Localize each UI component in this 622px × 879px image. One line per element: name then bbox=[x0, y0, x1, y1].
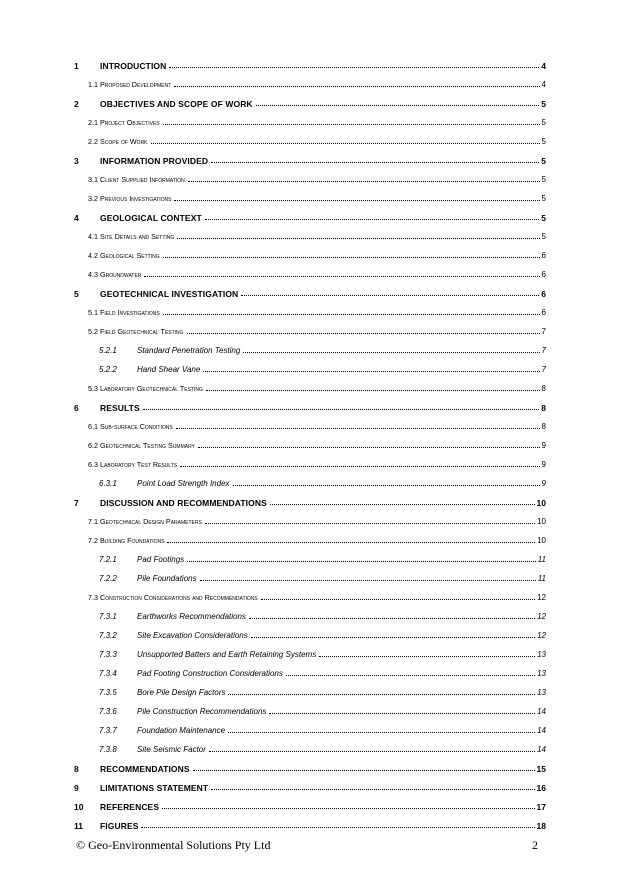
toc-entry-page: 5 bbox=[541, 212, 546, 223]
toc-entry-title: Field Investigations bbox=[100, 308, 160, 317]
toc-entry-number: 5.1 bbox=[88, 308, 98, 317]
toc-entry[interactable] bbox=[74, 645, 546, 664]
toc-entry-page: 14 bbox=[537, 745, 546, 754]
toc-entry-number: 7.3.1 bbox=[99, 612, 117, 621]
toc-entry-number: 6 bbox=[74, 402, 79, 413]
toc-entry-number: 5.2 bbox=[88, 327, 98, 336]
toc-entry-title: Standard Penetration Testing bbox=[137, 346, 241, 355]
toc-entry-title: Hand Shear Vane bbox=[137, 365, 201, 374]
toc-entry-number: 3.1 bbox=[88, 175, 98, 184]
toc-dot-leader bbox=[198, 447, 540, 448]
toc-entry-page: 11 bbox=[537, 555, 546, 564]
toc-entry-title: Geotechnical Design Parameters bbox=[100, 517, 202, 526]
toc-entry[interactable] bbox=[74, 626, 546, 645]
toc-entry-number: 2.2 bbox=[88, 137, 98, 146]
toc-entry-number: 6.3 bbox=[88, 460, 98, 469]
toc-entry-title: REFERENCES bbox=[100, 801, 160, 812]
toc-entry[interactable] bbox=[74, 455, 546, 474]
toc-entry-page: 17 bbox=[536, 801, 546, 812]
toc-entry-number: 4.3 bbox=[88, 270, 98, 279]
toc-entry-page: 5 bbox=[541, 175, 546, 184]
toc-dot-leader bbox=[251, 637, 535, 638]
toc-entry-page: 9 bbox=[541, 441, 546, 450]
toc-entry-title: FIGURES bbox=[100, 820, 139, 831]
toc-dot-leader bbox=[241, 295, 539, 296]
toc-entry-page: 5 bbox=[541, 98, 546, 109]
toc-dot-leader bbox=[203, 371, 539, 372]
toc-entry-page: 4 bbox=[541, 80, 546, 89]
toc-entry[interactable] bbox=[74, 303, 546, 322]
toc-entry-title: Groundwater bbox=[100, 270, 142, 279]
toc-entry-title: Laboratory Test Results bbox=[100, 460, 178, 469]
toc-entry-page: 10 bbox=[536, 497, 546, 508]
toc-entry-title: OBJECTIVES AND SCOPE OF WORK bbox=[100, 98, 253, 109]
toc-dot-leader bbox=[243, 352, 539, 353]
toc-entry[interactable] bbox=[74, 721, 546, 740]
toc-dot-leader bbox=[205, 219, 540, 220]
toc-dot-leader bbox=[188, 181, 540, 182]
toc-dot-leader bbox=[187, 561, 536, 562]
toc-entry[interactable] bbox=[74, 569, 546, 588]
toc-entry-page: 10 bbox=[537, 517, 546, 526]
toc-entry-title: Project Objectives bbox=[100, 118, 160, 127]
toc-entry-number: 1.1 bbox=[88, 80, 98, 89]
toc-dot-leader bbox=[163, 124, 540, 125]
toc-entry[interactable] bbox=[74, 360, 546, 379]
toc-entry-title: Previous Investigations bbox=[100, 194, 172, 203]
toc-entry-title: Site Details and Setting bbox=[100, 232, 175, 241]
toc-entry-title: DISCUSSION AND RECOMMENDATIONS bbox=[100, 497, 267, 508]
toc-entry-page: 10 bbox=[537, 536, 546, 545]
toc-entry-number: 7.3.2 bbox=[99, 631, 117, 640]
toc-entry-number: 3.2 bbox=[88, 194, 98, 203]
toc-entry[interactable] bbox=[74, 474, 546, 493]
toc-entry-title: Point Load Strength Index bbox=[137, 479, 230, 488]
toc-entry-page: 8 bbox=[541, 384, 546, 393]
toc-entry[interactable] bbox=[74, 284, 546, 303]
toc-entry-page: 13 bbox=[537, 688, 546, 697]
toc-entry-title: Pile Foundations bbox=[137, 574, 197, 583]
page-footer bbox=[76, 838, 538, 854]
toc-entry-number: 7.3.3 bbox=[99, 650, 117, 659]
toc-entry-title: Pad Footings bbox=[137, 555, 185, 564]
toc-entry-number: 7.3 bbox=[88, 593, 98, 602]
toc-entry[interactable] bbox=[74, 512, 546, 531]
toc-dot-leader bbox=[319, 656, 535, 657]
toc-dot-leader bbox=[174, 86, 539, 87]
toc-entry[interactable] bbox=[74, 550, 546, 569]
toc-entry-title: Site Excavation Considerations bbox=[137, 631, 248, 640]
toc-dot-leader bbox=[211, 162, 539, 163]
toc-entry-title: GEOTECHNICAL INVESTIGATION bbox=[100, 288, 239, 299]
toc-entry-page: 16 bbox=[536, 782, 546, 793]
toc-entry-title: Pad Footing Construction Considerations bbox=[137, 669, 283, 678]
toc-entry[interactable] bbox=[74, 664, 546, 683]
toc-entry[interactable] bbox=[74, 816, 546, 835]
toc-entry[interactable] bbox=[74, 341, 546, 360]
toc-entry-number: 2.1 bbox=[88, 118, 98, 127]
toc-dot-leader bbox=[269, 713, 535, 714]
toc-entry-page: 6 bbox=[541, 270, 546, 279]
toc-entry-title: Unsupported Batters and Earth Retaining Systems bbox=[137, 650, 317, 659]
toc-entry[interactable] bbox=[74, 797, 546, 816]
toc-entry[interactable] bbox=[74, 151, 546, 170]
toc-dot-leader bbox=[209, 751, 535, 752]
toc-entry[interactable] bbox=[74, 75, 546, 94]
toc-entry-number: 7.3.4 bbox=[99, 669, 117, 678]
toc-entry[interactable] bbox=[74, 265, 546, 284]
toc-entry-number: 6.2 bbox=[88, 441, 98, 450]
toc-entry-title: INFORMATION PROVIDED bbox=[100, 155, 209, 166]
toc-entry-title: Bore Pile Design Factors bbox=[137, 688, 226, 697]
toc-dot-leader bbox=[180, 466, 539, 467]
toc-entry[interactable] bbox=[74, 246, 546, 265]
toc-entry-number: 8 bbox=[74, 763, 79, 774]
toc-entry[interactable] bbox=[74, 189, 546, 208]
toc-entry-number: 9 bbox=[74, 782, 79, 793]
toc-entry-number: 7.3.6 bbox=[99, 707, 117, 716]
toc-entry[interactable] bbox=[74, 778, 546, 797]
toc-entry-number: 5.3 bbox=[88, 384, 98, 393]
toc-entry-page: 8 bbox=[541, 402, 546, 413]
toc-entry-number: 7.2 bbox=[88, 536, 98, 545]
toc-dot-leader bbox=[256, 105, 540, 106]
toc-entry-number: 7.2.2 bbox=[99, 574, 117, 583]
toc-entry-number: 5.2.2 bbox=[99, 365, 117, 374]
toc-entry-page: 5 bbox=[541, 118, 546, 127]
toc-dot-leader bbox=[187, 333, 540, 334]
toc-entry-page: 11 bbox=[537, 574, 546, 583]
toc-dot-leader bbox=[151, 143, 540, 144]
toc-entry-title: LIMITATIONS STATEMENT bbox=[100, 782, 209, 793]
toc-entry-title: INTRODUCTION bbox=[100, 60, 167, 71]
toc-entry-title: Geotechnical Testing Summary bbox=[100, 441, 195, 450]
toc-dot-leader bbox=[286, 675, 535, 676]
footer-page-number: 2 bbox=[532, 838, 538, 852]
toc-entry-title: Pile Construction Recommendations bbox=[137, 707, 267, 716]
toc-entry-title: RESULTS bbox=[100, 402, 140, 413]
toc-entry-title: Construction Considerations and Recommendations bbox=[100, 593, 258, 602]
toc-entry[interactable] bbox=[74, 436, 546, 455]
toc-entry-number: 4 bbox=[74, 212, 79, 223]
toc-entry-page: 5 bbox=[541, 155, 546, 166]
toc-dot-leader bbox=[141, 827, 534, 828]
toc-entry-title: Laboratory Geotechnical Testing bbox=[100, 384, 203, 393]
toc-entry[interactable] bbox=[74, 740, 546, 759]
toc-entry[interactable] bbox=[74, 531, 546, 550]
toc-dot-leader bbox=[206, 390, 540, 391]
toc-entry-number: 7 bbox=[74, 497, 79, 508]
toc-entry-title: RECOMMENDATIONS bbox=[100, 763, 190, 774]
toc-dot-leader bbox=[249, 618, 535, 619]
toc-entry-title: GEOLOGICAL CONTEXT bbox=[100, 212, 202, 223]
table-of-contents bbox=[74, 56, 546, 835]
toc-dot-leader bbox=[228, 732, 535, 733]
toc-dot-leader bbox=[177, 238, 539, 239]
toc-entry-title: Sub-surface Conditions bbox=[100, 422, 173, 431]
toc-entry-page: 14 bbox=[537, 726, 546, 735]
toc-dot-leader bbox=[163, 257, 540, 258]
toc-dot-leader bbox=[228, 694, 535, 695]
toc-entry[interactable] bbox=[74, 94, 546, 113]
toc-entry-page: 18 bbox=[536, 820, 546, 831]
toc-entry-number: 2 bbox=[74, 98, 79, 109]
toc-entry-title: Foundation Maintenance bbox=[137, 726, 226, 735]
toc-entry[interactable] bbox=[74, 588, 546, 607]
toc-entry-page: 9 bbox=[541, 479, 546, 488]
toc-entry-number: 7.1 bbox=[88, 517, 98, 526]
toc-entry-number: 4.1 bbox=[88, 232, 98, 241]
toc-entry[interactable] bbox=[74, 113, 546, 132]
toc-entry-page: 7 bbox=[541, 327, 546, 336]
toc-entry-page: 4 bbox=[541, 60, 546, 71]
toc-entry[interactable] bbox=[74, 493, 546, 512]
toc-dot-leader bbox=[233, 485, 540, 486]
footer-copyright: © Geo-Environmental Solutions Pty Ltd bbox=[76, 838, 271, 852]
toc-entry-number: 7.3.5 bbox=[99, 688, 117, 697]
toc-entry-page: 12 bbox=[537, 612, 546, 621]
toc-entry-page: 5 bbox=[541, 232, 546, 241]
toc-entry-number: 3 bbox=[74, 155, 79, 166]
toc-entry-page: 12 bbox=[537, 631, 546, 640]
toc-entry-page: 9 bbox=[541, 460, 546, 469]
toc-dot-leader bbox=[193, 770, 535, 771]
toc-entry-number: 7.3.7 bbox=[99, 726, 117, 735]
toc-entry-page: 5 bbox=[541, 137, 546, 146]
toc-entry-page: 7 bbox=[541, 365, 546, 374]
toc-entry-title: Building Foundations bbox=[100, 536, 165, 545]
toc-entry[interactable] bbox=[74, 607, 546, 626]
toc-entry[interactable] bbox=[74, 132, 546, 151]
toc-entry-number: 6.3.1 bbox=[99, 479, 117, 488]
toc-entry[interactable] bbox=[74, 379, 546, 398]
toc-entry-number: 6.1 bbox=[88, 422, 98, 431]
toc-entry[interactable] bbox=[74, 417, 546, 436]
toc-entry[interactable] bbox=[74, 398, 546, 417]
toc-entry[interactable] bbox=[74, 759, 546, 778]
toc-entry-number: 1 bbox=[74, 60, 79, 71]
toc-entry[interactable] bbox=[74, 227, 546, 246]
toc-entry-title: Site Seismic Factor bbox=[137, 745, 206, 754]
toc-entry-number: 4.2 bbox=[88, 251, 98, 260]
toc-dot-leader bbox=[270, 504, 535, 505]
toc-entry-title: Scope of Work bbox=[100, 137, 148, 146]
toc-entry-page: 15 bbox=[536, 763, 546, 774]
toc-entry-page: 5 bbox=[541, 194, 546, 203]
toc-dot-leader bbox=[176, 428, 540, 429]
toc-dot-leader bbox=[261, 599, 535, 600]
toc-entry-number: 5.2.1 bbox=[99, 346, 117, 355]
toc-entry-number: 5 bbox=[74, 288, 79, 299]
toc-entry-number: 10 bbox=[74, 801, 84, 812]
toc-entry-title: Geological Setting bbox=[100, 251, 160, 260]
toc-dot-leader bbox=[200, 580, 536, 581]
toc-dot-leader bbox=[211, 789, 534, 790]
toc-entry[interactable] bbox=[74, 322, 546, 341]
toc-entry[interactable] bbox=[74, 702, 546, 721]
toc-entry-title: Client Supplied Information bbox=[100, 175, 185, 184]
toc-dot-leader bbox=[169, 67, 539, 68]
toc-entry-page: 6 bbox=[541, 288, 546, 299]
toc-dot-leader bbox=[205, 523, 535, 524]
toc-entry[interactable] bbox=[74, 170, 546, 189]
toc-entry-page: 6 bbox=[541, 251, 546, 260]
toc-entry-title: Proposed Development bbox=[100, 80, 172, 89]
toc-entry-number: 7.3.8 bbox=[99, 745, 117, 754]
toc-entry-page: 13 bbox=[537, 650, 546, 659]
toc-entry-page: 8 bbox=[541, 422, 546, 431]
toc-entry-title: Earthworks Recommendations bbox=[137, 612, 246, 621]
toc-entry-page: 13 bbox=[537, 669, 546, 678]
toc-dot-leader bbox=[163, 314, 540, 315]
toc-entry[interactable] bbox=[74, 683, 546, 702]
toc-entry[interactable] bbox=[74, 56, 546, 75]
toc-entry-number: 11 bbox=[74, 820, 83, 831]
toc-entry-page: 6 bbox=[541, 308, 546, 317]
toc-entry[interactable] bbox=[74, 208, 546, 227]
toc-dot-leader bbox=[143, 409, 540, 410]
toc-entry-number: 7.2.1 bbox=[99, 555, 117, 564]
toc-dot-leader bbox=[162, 808, 534, 809]
toc-dot-leader bbox=[144, 276, 539, 277]
toc-entry-title: Field Geotechnical Testing bbox=[100, 327, 184, 336]
toc-entry-page: 14 bbox=[537, 707, 546, 716]
toc-dot-leader bbox=[174, 200, 539, 201]
toc-dot-leader bbox=[167, 542, 535, 543]
toc-entry-page: 7 bbox=[541, 346, 546, 355]
toc-entry-page: 12 bbox=[537, 593, 546, 602]
